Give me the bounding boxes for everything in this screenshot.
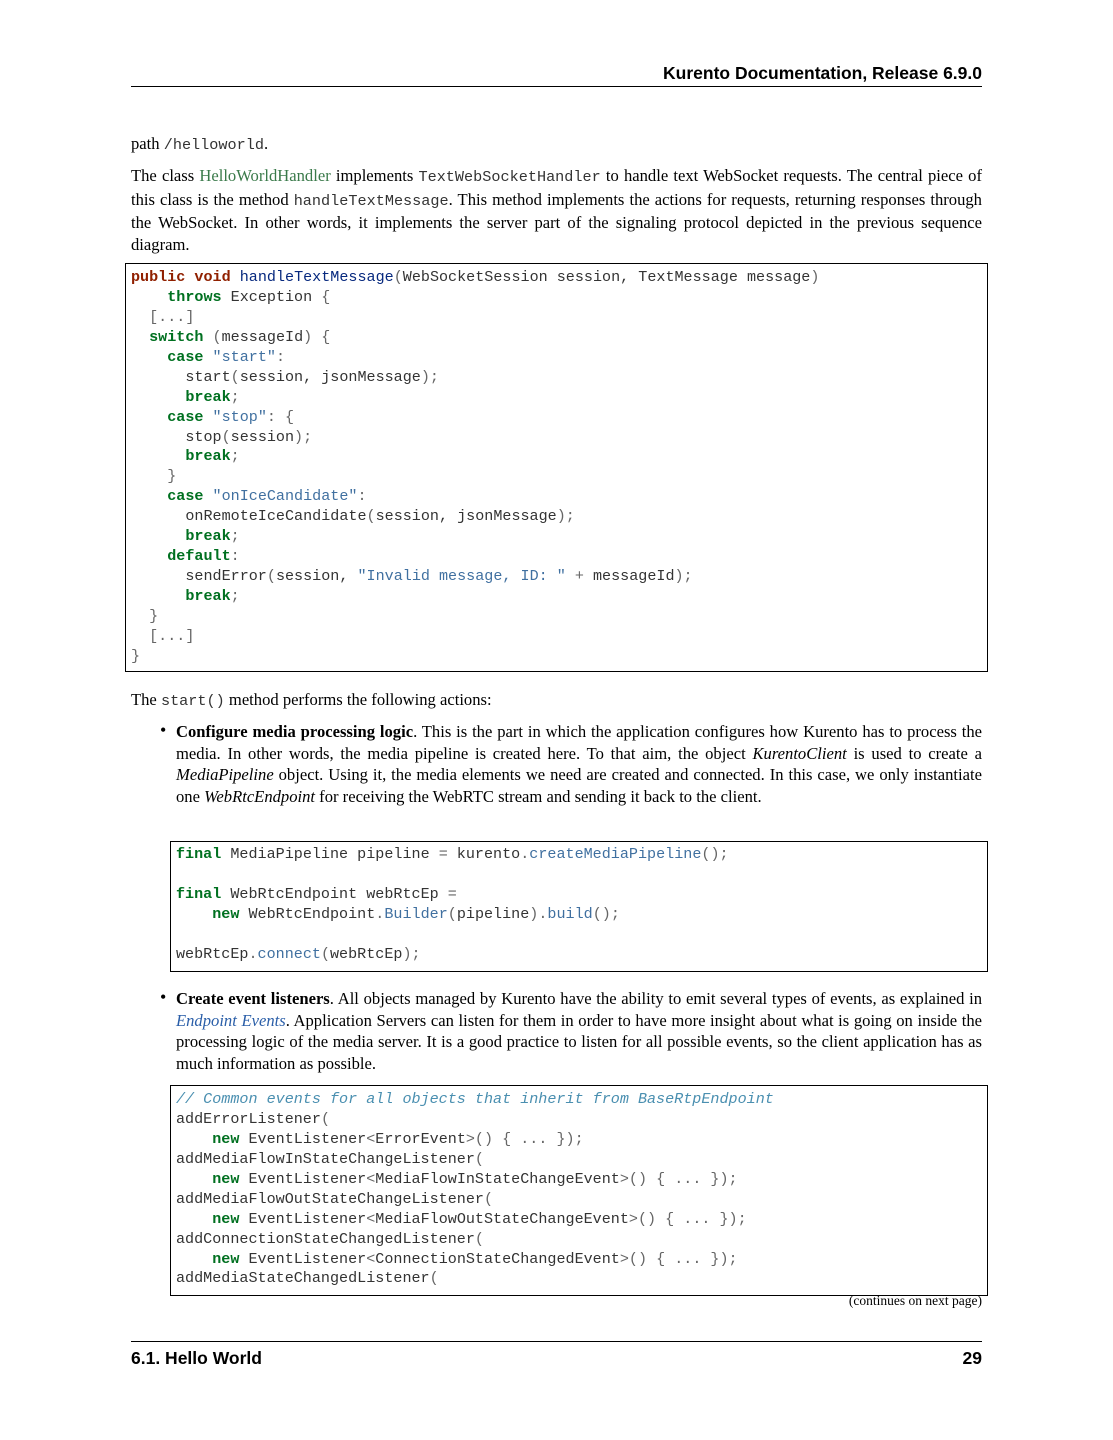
code-token: "stop" bbox=[212, 407, 267, 426]
text: to handle text WebSocket requests. The central piece of this class is the method bbox=[131, 166, 982, 209]
code-token bbox=[203, 328, 212, 346]
code-token: ; bbox=[230, 387, 240, 406]
code-token bbox=[131, 547, 167, 565]
code-token: : { bbox=[266, 407, 295, 426]
text: implements bbox=[330, 166, 419, 185]
code-token: session, jsonMessage bbox=[239, 367, 421, 386]
text: . All objects managed by Kurento have the ability to emit several types of events, as explained in bbox=[329, 989, 982, 1008]
code-token: WebRtcEndpoint bbox=[239, 904, 376, 923]
code-line bbox=[131, 587, 982, 607]
code-block-handle-text-message bbox=[125, 263, 988, 672]
code-token: EventListener bbox=[239, 1249, 367, 1268]
code-token: } bbox=[131, 467, 177, 486]
header-title: Kurento Documentation, Release 6.9.0 bbox=[663, 63, 982, 83]
code-token bbox=[203, 487, 212, 505]
code-token bbox=[203, 408, 212, 426]
code-line bbox=[131, 447, 982, 467]
bullet: • bbox=[160, 720, 167, 740]
text: KurentoClient bbox=[752, 743, 847, 763]
code-token: new bbox=[212, 1129, 240, 1148]
code-token: ( bbox=[474, 1229, 484, 1248]
code-line bbox=[131, 388, 982, 408]
code-token: : bbox=[275, 347, 285, 366]
code-line bbox=[176, 1210, 982, 1230]
code-token: case bbox=[167, 487, 204, 506]
code-token: ; bbox=[230, 527, 240, 546]
code-token: ( bbox=[320, 1109, 330, 1128]
code-token bbox=[231, 268, 240, 286]
code-line bbox=[176, 945, 982, 965]
code-token: ); bbox=[556, 507, 575, 526]
handler-paragraph bbox=[131, 165, 982, 255]
code-token: ( bbox=[393, 268, 403, 286]
text: MediaPipeline bbox=[176, 765, 274, 784]
code-token: session, bbox=[275, 567, 358, 586]
code-token: messageId bbox=[583, 567, 675, 586]
code-token: ( bbox=[483, 1189, 494, 1208]
endpoint-events-link[interactable]: Endpoint Events bbox=[176, 1010, 286, 1030]
code-token: WebRtcEndpoint webRtcEp bbox=[221, 884, 448, 903]
code-token: Exception bbox=[221, 287, 322, 306]
code-token bbox=[131, 487, 167, 505]
code-token: (); bbox=[592, 904, 620, 923]
text: The bbox=[131, 690, 161, 709]
code-token: addMediaFlowInStateChangeListener bbox=[176, 1149, 475, 1168]
code-token: ( bbox=[230, 367, 240, 386]
code-token: (); bbox=[701, 845, 729, 863]
code-token: : bbox=[357, 487, 367, 506]
code-token: session, jsonMessage bbox=[375, 507, 557, 526]
code-line bbox=[131, 527, 982, 547]
code-token: MediaFlowOutStateChangeEvent bbox=[375, 1209, 629, 1228]
code-line bbox=[131, 408, 982, 428]
code-line bbox=[131, 467, 982, 487]
code-token bbox=[131, 447, 185, 465]
code-token bbox=[312, 328, 321, 346]
code-token: "onIceCandidate" bbox=[212, 487, 358, 506]
code-token: >() { ... }); bbox=[628, 1209, 747, 1228]
path-code: /helloworld bbox=[163, 136, 264, 154]
code-line bbox=[131, 268, 982, 288]
text: for receiving the WebRTC stream and sending it back to the client. bbox=[315, 786, 762, 806]
hello-world-handler-link[interactable]: HelloWorldHandler bbox=[199, 166, 331, 185]
code-token: ( bbox=[429, 1269, 439, 1288]
code-token: } bbox=[131, 646, 141, 665]
text: . This is the part in which the application configures how Kurento has to process the media. In other words, the media pipeline is created here. To that aim, the object bbox=[176, 722, 982, 763]
code-token: "start" bbox=[212, 347, 276, 366]
text: The class bbox=[131, 166, 200, 185]
code-token: = bbox=[447, 884, 457, 903]
code-token: public bbox=[131, 268, 186, 286]
code-token: < bbox=[366, 1129, 376, 1148]
code-token bbox=[131, 348, 167, 366]
code-token: >() { ... }); bbox=[619, 1249, 738, 1268]
code-token: addMediaStateChangedListener bbox=[176, 1269, 430, 1288]
code-token: messageId bbox=[221, 327, 304, 346]
inline-code: start() bbox=[160, 692, 225, 710]
code-token: ); bbox=[402, 944, 421, 963]
code-token: . bbox=[520, 845, 530, 863]
code-token bbox=[131, 328, 149, 346]
code-token: } bbox=[131, 606, 159, 625]
code-token: ); bbox=[420, 367, 439, 386]
code-token bbox=[176, 1130, 212, 1148]
text: object. Using it, the media elements we need are created and connected. In this case, we only instantiate one bbox=[176, 765, 982, 806]
code-token: session bbox=[230, 427, 295, 446]
bullet-configure-media bbox=[176, 721, 982, 807]
code-token: new bbox=[212, 1249, 240, 1268]
code-line bbox=[176, 1230, 982, 1250]
code-line bbox=[131, 607, 982, 627]
code-line bbox=[176, 1170, 982, 1190]
code-line bbox=[176, 1250, 982, 1270]
code-token bbox=[176, 905, 212, 923]
code-line bbox=[131, 547, 982, 567]
code-line bbox=[131, 507, 982, 527]
code-token: case bbox=[167, 407, 204, 426]
code-token: connect bbox=[257, 944, 321, 963]
code-token bbox=[203, 348, 212, 366]
footer-section: 6.1. Hello World bbox=[131, 1348, 262, 1368]
continues-note: (continues on next page) bbox=[848, 1293, 982, 1308]
code-token: ) bbox=[810, 268, 820, 286]
code-token: kurento bbox=[447, 845, 521, 863]
code-line bbox=[131, 487, 982, 507]
code-token: webRtcEp bbox=[330, 944, 403, 963]
code-token: void bbox=[194, 268, 231, 286]
code-line bbox=[131, 368, 982, 388]
code-token: ( bbox=[221, 427, 231, 446]
code-token: . bbox=[248, 944, 258, 963]
code-token: ErrorEvent bbox=[375, 1129, 466, 1148]
code-token: onRemoteIceCandidate bbox=[131, 507, 367, 526]
code-token: ); bbox=[294, 427, 313, 446]
code-token: webRtcEp bbox=[176, 944, 249, 963]
code-token: case bbox=[167, 347, 204, 366]
code-token: ( bbox=[212, 327, 222, 346]
code-token bbox=[131, 388, 185, 406]
code-line bbox=[176, 1130, 982, 1150]
text: WebRtcEndpoint bbox=[204, 786, 316, 806]
code-token bbox=[131, 288, 167, 306]
code-token: < bbox=[366, 1249, 376, 1268]
path-suffix: . bbox=[263, 134, 269, 153]
code-token: addErrorListener bbox=[176, 1109, 321, 1128]
text: . Application Servers can listen for them in order to have more insight about what is going on inside the processing logic of the media server. It is a good practice to listen for all possible events, so the client application has as much information as possible. bbox=[176, 1010, 982, 1073]
code-line bbox=[131, 348, 982, 368]
code-token: switch bbox=[149, 327, 204, 346]
code-token: ); bbox=[674, 567, 693, 586]
text: . This method implements the actions for requests, returning responses through the WebSocket. In other words, it implements the server part of the signaling protocol depicted in the previous sequence diagram. bbox=[131, 189, 982, 254]
code-line bbox=[131, 567, 982, 587]
bullet-create-event-listeners bbox=[176, 988, 982, 1074]
code-block-event-listeners bbox=[170, 1085, 988, 1296]
code-token: new bbox=[212, 904, 240, 923]
code-token: break bbox=[185, 527, 231, 546]
code-token: new bbox=[212, 1209, 240, 1228]
code-line bbox=[176, 905, 982, 925]
code-block-media-pipeline bbox=[170, 841, 988, 972]
code-line bbox=[131, 308, 982, 328]
code-token: ConnectionStateChangedEvent bbox=[375, 1249, 620, 1268]
code-token: < bbox=[366, 1169, 376, 1188]
code-token: // Common events for all objects that inherit from BaseRtpEndpoint bbox=[176, 1090, 774, 1108]
code-line bbox=[131, 288, 982, 308]
code-token: stop bbox=[131, 427, 222, 446]
code-token: : bbox=[230, 547, 240, 566]
code-token bbox=[176, 1210, 212, 1228]
code-token bbox=[176, 1170, 212, 1188]
code-token: >() { ... }); bbox=[465, 1129, 584, 1148]
code-token: { bbox=[321, 327, 331, 346]
code-token: + bbox=[574, 567, 584, 586]
code-token: "Invalid message, ID: " bbox=[357, 567, 566, 586]
code-token: Builder bbox=[384, 904, 448, 923]
code-token: EventListener bbox=[239, 1209, 367, 1228]
code-token: ( bbox=[474, 1149, 484, 1168]
code-token: { bbox=[321, 287, 331, 306]
code-token: addMediaFlowOutStateChangeListener bbox=[176, 1189, 484, 1208]
start-method-paragraph bbox=[131, 689, 982, 713]
code-token: new bbox=[212, 1169, 240, 1188]
code-token: throws bbox=[167, 287, 222, 306]
code-token: break bbox=[185, 447, 231, 466]
code-token: ). bbox=[529, 904, 548, 923]
code-token: MediaFlowInStateChangeEvent bbox=[375, 1169, 620, 1188]
code-line bbox=[176, 1110, 982, 1130]
code-line bbox=[176, 1269, 982, 1289]
code-token: EventListener bbox=[239, 1169, 367, 1188]
code-token: sendError bbox=[131, 567, 267, 586]
code-token: pipeline bbox=[456, 904, 530, 923]
code-token: addConnectionStateChangedListener bbox=[176, 1229, 475, 1248]
code-line bbox=[131, 428, 982, 448]
code-token: [...] bbox=[131, 307, 195, 326]
code-token bbox=[566, 567, 575, 585]
code-token: ( bbox=[366, 507, 376, 526]
code-token: ( bbox=[266, 567, 276, 586]
code-line bbox=[176, 1090, 982, 1110]
page-header bbox=[131, 62, 982, 87]
code-line bbox=[176, 845, 982, 865]
code-token: break bbox=[185, 387, 231, 406]
code-line bbox=[176, 885, 982, 905]
code-token: handleTextMessage bbox=[239, 268, 394, 286]
page-number: 29 bbox=[962, 1348, 982, 1368]
code-token: start bbox=[131, 367, 231, 386]
code-line bbox=[131, 647, 982, 667]
code-line bbox=[131, 328, 982, 348]
code-token: WebSocketSession session, TextMessage message bbox=[402, 268, 811, 286]
code-line bbox=[176, 865, 982, 885]
code-token: >() { ... }); bbox=[619, 1169, 738, 1188]
bullet-title: Create event listeners bbox=[176, 989, 330, 1008]
page-footer bbox=[131, 1341, 982, 1369]
code-token bbox=[131, 408, 167, 426]
code-line bbox=[176, 925, 982, 945]
code-token: < bbox=[366, 1209, 376, 1228]
code-line bbox=[176, 1150, 982, 1170]
code-token: final bbox=[176, 845, 222, 863]
text: is used to create a bbox=[846, 743, 982, 763]
path-paragraph bbox=[131, 133, 982, 157]
code-token: createMediaPipeline bbox=[529, 845, 702, 863]
code-token: build bbox=[547, 904, 593, 923]
path-prefix: path bbox=[131, 134, 164, 153]
code-line bbox=[176, 1190, 982, 1210]
text: method performs the following actions: bbox=[224, 690, 492, 709]
code-line bbox=[131, 627, 982, 647]
code-token: MediaPipeline pipeline bbox=[221, 845, 439, 863]
code-token: ) bbox=[303, 327, 313, 346]
code-token: [...] bbox=[131, 626, 195, 645]
code-token: ; bbox=[230, 587, 240, 605]
code-token: ; bbox=[230, 447, 240, 466]
bullet: • bbox=[160, 987, 167, 1007]
code-token: ( bbox=[447, 904, 457, 923]
code-token: ( bbox=[320, 944, 330, 963]
code-token: default bbox=[167, 547, 231, 566]
code-token bbox=[176, 1250, 212, 1268]
code-token: final bbox=[176, 884, 222, 903]
code-token: break bbox=[185, 587, 231, 605]
bullet-title: Configure media processing logic bbox=[176, 722, 414, 741]
inline-code: handleTextMessage bbox=[293, 191, 449, 210]
code-token: = bbox=[438, 845, 448, 863]
code-token: . bbox=[375, 904, 385, 923]
inline-code: TextWebSocketHandler bbox=[418, 168, 601, 186]
code-token: EventListener bbox=[239, 1129, 367, 1148]
code-token bbox=[131, 587, 185, 605]
code-token bbox=[131, 527, 185, 545]
